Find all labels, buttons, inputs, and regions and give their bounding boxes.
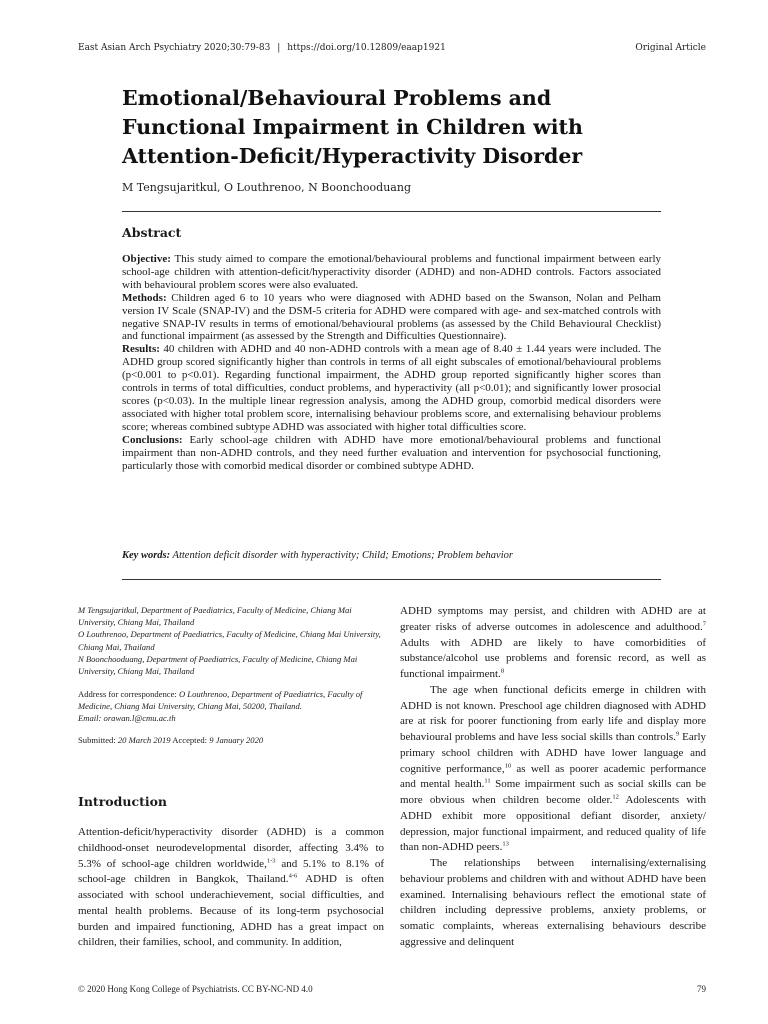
body-text: as well as poorer academic performance and mental health.: [400, 762, 706, 791]
body-text: Adults with ADHD are likely to have comorbidities of substance/alcohol use problems and forensic record, as well as functional impairment.: [400, 636, 706, 680]
body-text: The age when functional deficits emerge in children with ADHD is not known. Preschool age children diagnosed with ADHD are at risk for poorer functioning from early life and display more behavioural problems and have less social skills than controls.: [400, 683, 706, 743]
abstract-results: [122, 343, 661, 433]
citation-ref: 10: [504, 761, 512, 769]
citation-ref: 7: [702, 620, 706, 628]
page-footer: [78, 984, 706, 998]
body-column-right: [400, 604, 706, 951]
affiliation: N Boonchooduang, Department of Paediatrics, Faculty of Medicine, Chiang Mai University, Chiang Mai, Thailand: [78, 653, 358, 677]
abstract-text: This study aimed to compare the emotional/behavioural problems and functional impairment between early school-age children with attention-deficit/hyperactivity disorder (ADHD) and non-ADHD controls. Factors associated with behavioural problem scores were also evaluated.: [122, 253, 661, 291]
body-paragraph: [400, 856, 706, 951]
abstract-label: Objective:: [122, 253, 171, 265]
body-text: ADHD symptoms may persist, and children with ADHD are at greater risks of adverse outcomes in adolescence and adulthood.: [400, 605, 706, 633]
title-line: Attention-Deficit/Hyperactivity Disorder: [122, 144, 583, 168]
abstract-conclusions: [122, 434, 661, 473]
body-paragraph: [400, 604, 706, 683]
abstract-methods: [122, 292, 661, 344]
abstract-label: Methods:: [122, 291, 167, 304]
body-text: and 5.1% to 8.1% of school-age children in Bangkok, Thailand.: [78, 857, 384, 886]
title-line: Emotional/Behavioural Problems and: [122, 86, 552, 110]
running-head: [78, 43, 706, 57]
introduction-heading: Introduction: [78, 794, 168, 809]
body-text: Early primary school children with ADHD have lower language and cognitive performance,: [400, 731, 706, 775]
citation-ref: 1-3: [266, 856, 276, 864]
correspondence-text: O Louthrenoo, Department of Paediatrics, Faculty of Medicine, Chiang Mai University, Chiang Mai, 50200, Thailand.: [78, 689, 363, 712]
body-text: Adolescents with ADHD exhibit more oppositional defiant disorder, anxiety/ depression, major functional impairment, and reduced quality of life than non-ADHD peers.: [400, 794, 706, 854]
author-affiliations: [78, 604, 383, 677]
copyright-notice: © 2020 Hong Kong College of Psychiatrists. CC BY-NC-ND 4.0: [78, 984, 313, 994]
article-title: [122, 84, 662, 171]
abstract-label: Results:: [122, 343, 160, 356]
abstract-body: [122, 253, 661, 472]
citation-ref: 9: [675, 730, 680, 738]
body-text: The relationships between internalising/externalising behaviour problems and children with and without ADHD have been examined. Internalising behaviours reflect the emotional state of children including depressive problems, anxiety problems, or somatic complaints, whereas externalising behaviours describe aggressive and delinquent: [400, 857, 706, 948]
citation-ref: 13: [502, 840, 509, 848]
body-text: Attention-deficit/hyperactivity disorder (ADHD) is a common childhood-onset neurodevelopmental disorder, affecting 3.4% to 5.3% of school-age children worldwide,: [78, 826, 384, 870]
abstract-text: Children aged 6 to 10 years who were diagnosed with ADHD based on the Swanson, Nolan and Pelham version IV Scale (SNAP-IV) and the DSM-5 criteria for ADHD were compared with age- and sex-matched controls with negative SNAP-IV results in terms of emotional/behavioural problems (as assessed by the Child Behavioural Checklist) and functional impairment (as assessed by the Strength and Difficulties Questionnaire).: [122, 291, 661, 343]
abstract-text: Early school-age children with ADHD have more emotional/behavioural problems and functional impairment than non-ADHD controls, and they need further evaluation and intervention for psychosocial functioning, particularly those with comorbid medical disorder or combined subtype ADHD.: [122, 433, 661, 472]
body-paragraph: [78, 825, 384, 951]
abstract-text: 40 children with ADHD and 40 non-ADHD controls with a mean age of 8.40 ± 1.44 years were included. The ADHD group scored significantly higher than controls in terms of all eight subscales of emotional/behavioural problems (p<0.001 to p<0.01). Regarding functional impairment, the ADHD group reported significantly higher scores than controls in terms of total difficulties, conduct problems, and hyperactivity (all p<0.01); and significantly lower prosocial scores (p<0.03). In the multiple linear regression analysis, among the ADHD group, comorbid medical disorders were associated with higher total problem score, internalising behaviour problems score, and externalising behaviour problems score; whereas combined subtype ADHD was associated with higher total difficulties score.: [122, 343, 661, 433]
body-text: ADHD is often associated with school underachievement, social difficulties, and mental health problems. Because of its long-term psychosocial burden and impaired functioning, ADHD has a great impact on children, their families, school, and community. In addition,: [78, 873, 384, 949]
article-type: Original Article: [635, 43, 706, 53]
correspondence-address: [78, 688, 383, 725]
body-paragraph: [400, 683, 706, 856]
header-divider: [122, 211, 661, 212]
page-number: 79: [697, 984, 706, 994]
journal-citation: East Asian Arch Psychiatry 2020;30:79-83: [78, 43, 271, 53]
citation-ref: 4-6: [288, 872, 298, 880]
accepted-label: Accepted:: [170, 735, 208, 745]
abstract-heading: Abstract: [122, 225, 182, 240]
doi-link[interactable]: https://doi.org/10.12809/eaap1921: [287, 43, 446, 53]
email-label: Email:: [78, 713, 102, 724]
abstract-label: Conclusions:: [122, 433, 183, 446]
affiliation: M Tengsujaritkul, Department of Paediatrics, Faculty of Medicine, Chiang Mai University, Chiang Mai, Thailand: [78, 605, 352, 628]
submission-dates: [78, 735, 383, 745]
citation-ref: 11: [484, 777, 491, 785]
email-address[interactable]: orawan.l@cmu.ac.th: [101, 713, 176, 724]
keywords-text: Attention deficit disorder with hyperactivity; Child; Emotions; Problem behavior: [170, 550, 513, 561]
body-column-left: [78, 825, 384, 951]
running-head-left: [78, 43, 450, 57]
abstract-objective: [122, 253, 661, 292]
abstract-divider: [122, 579, 661, 580]
submitted-date: 20 March 2019: [115, 735, 171, 745]
accepted-date: 9 January 2020: [207, 735, 264, 745]
running-head-separator: |: [277, 43, 281, 53]
submitted-label: Submitted:: [78, 735, 116, 745]
citation-ref: 8: [500, 667, 505, 675]
keywords: [122, 550, 662, 561]
correspondence-label: Address for correspondence:: [78, 689, 177, 699]
title-line: Functional Impairment in Children with: [122, 115, 583, 139]
keywords-label: Key words:: [122, 550, 171, 561]
citation-ref: 12: [612, 793, 619, 801]
body-text: Some impairment such as social skills can be more obvious when children become older.: [400, 778, 706, 806]
affiliation: O Louthrenoo, Department of Paediatrics, Faculty of Medicine, Chiang Mai University, Chiang Mai, Thailand: [78, 629, 381, 652]
author-list: M Tengsujaritkul, O Louthrenoo, N Boonchooduang: [122, 181, 411, 194]
